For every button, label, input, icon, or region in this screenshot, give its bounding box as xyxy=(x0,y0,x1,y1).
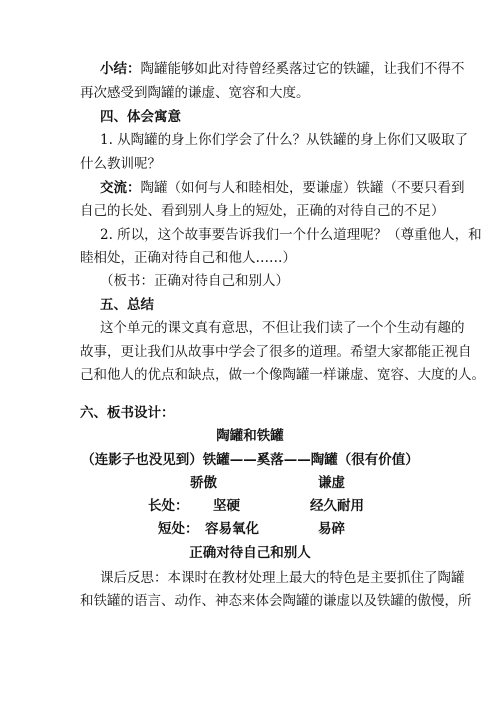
weakness-pottery: 易碎 xyxy=(318,521,345,537)
exchange-text-1: 陶罐（如何与人和睦相处，要谦虚）铁罐（不要只看到 xyxy=(140,180,465,196)
section-4-heading: 四、体会寓意 xyxy=(100,109,181,125)
strength-label: 长处： xyxy=(148,498,189,514)
conclusion-line-1: 这个单元的课文真有意思，不但让我们读了一个个生动有趣的 xyxy=(100,320,465,336)
section-5-heading: 五、总结 xyxy=(100,297,154,313)
reflection-line-2: 和铁罐的语言、动作、神态来体会陶罐的谦虚以及铁罐的傲慢，所 xyxy=(80,593,472,609)
section-6-heading: 六、板书设计： xyxy=(80,405,175,421)
question-2-line-1: 2. 所以，这个故事要告诉我们一个什么道理呢？（尊重他人，和 xyxy=(100,227,482,243)
question-1-line-1: 1. 从陶罐的身上你们学会了什么？从铁罐的身上你们又吸取了 xyxy=(100,132,469,148)
summary-label: 小结： xyxy=(100,61,141,77)
strength-pottery: 经久耐用 xyxy=(310,498,364,514)
summary-text-1: 陶罐能够如此对待曾经奚落过它的铁罐，让我们不得不 xyxy=(140,61,465,77)
board-conclusion: 正确对待自己和别人 xyxy=(189,545,311,561)
conclusion-line-3: 己和他人的优点和缺点，做一个像陶罐一样谦虚、宽容、大度的人。 xyxy=(80,367,485,383)
weakness-iron: 容易氧化 xyxy=(205,521,259,537)
exchange-line-2: 自己的长处、看到别人身上的短处，正确的对待自己的不足） xyxy=(80,203,445,219)
strength-iron: 坚硬 xyxy=(213,498,240,514)
reflection-line-1: 课后反思：本课时在教材处理上最大的特色是主要抓住了陶罐 xyxy=(100,570,465,586)
board-note: （板书：正确对待自己和别人） xyxy=(100,273,289,289)
board-row-1: （连影子也没见到）铁罐——奚落——陶罐（很有价值） xyxy=(81,452,419,468)
question-1-line-2: 什么教训呢？ xyxy=(80,156,161,172)
weakness-label: 短处： xyxy=(158,521,199,537)
summary-line-2: 再次感受到陶罐的谦虚、宽容和大度。 xyxy=(80,85,310,101)
board-humble: 谦虚 xyxy=(318,475,345,491)
board-title: 陶罐和铁罐 xyxy=(216,428,284,444)
summary-line-1 xyxy=(100,60,465,78)
exchange-label: 交流： xyxy=(100,180,141,196)
question-2-line-2: 睦相处，正确对待自己和他人……） xyxy=(80,250,296,266)
exchange-line-1 xyxy=(100,179,465,197)
board-proud: 骄傲 xyxy=(190,475,217,491)
conclusion-line-2: 故事，更让我们从故事中学会了很多的道理。希望大家都能正视自 xyxy=(80,344,472,360)
